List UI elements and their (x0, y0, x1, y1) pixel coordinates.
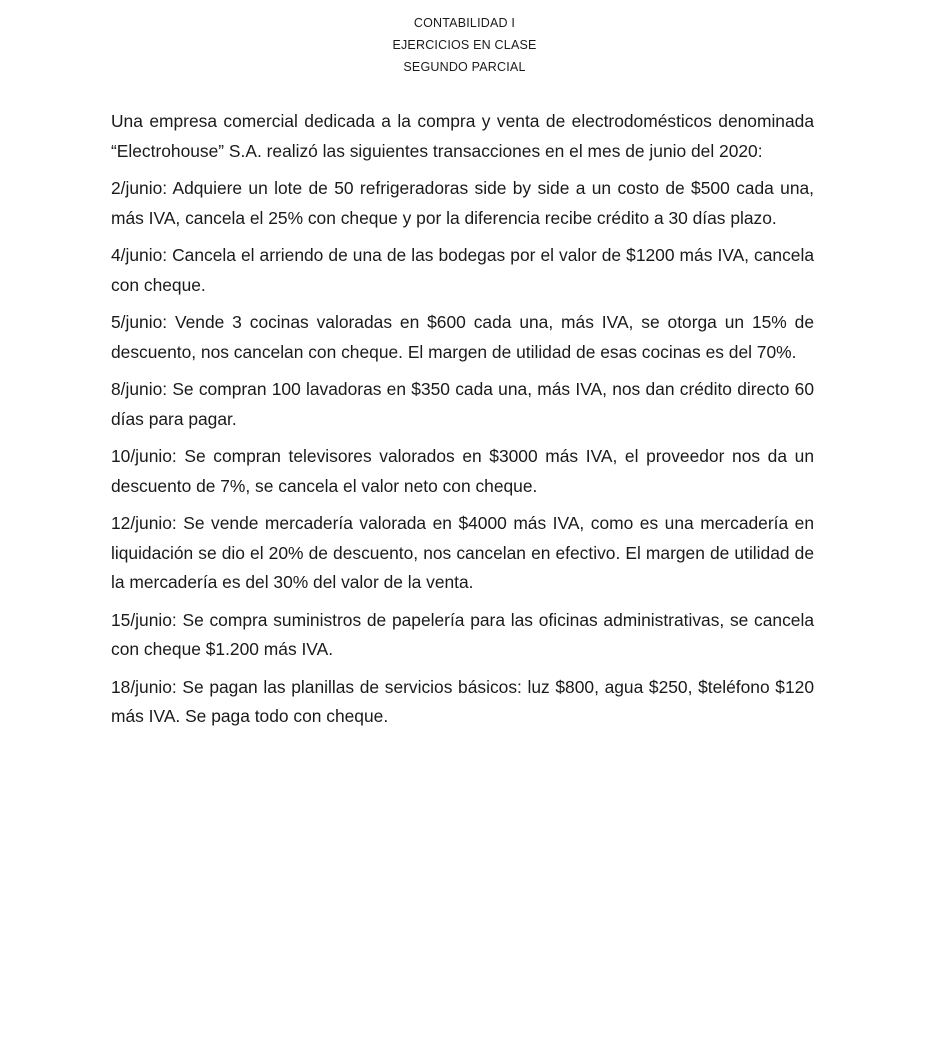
document-header (0, 12, 929, 78)
intro-paragraph: Una empresa comercial dedicada a la compra y venta de electrodomésticos denominada “Electrohouse” S.A. realizó las siguientes transacciones en el mes de junio del 2020: (111, 111, 814, 161)
transaction-june-4: 4/junio: Cancela el arriendo de una de las bodegas por el valor de $1200 más IVA, cancela con cheque. (111, 245, 814, 295)
transaction-june-18: 18/junio: Se pagan las planillas de servicios básicos: luz $800, agua $250, $teléfono $120 más IVA. Se paga todo con cheque. (111, 676, 814, 726)
term-subtitle: SEGUNDO PARCIAL (403, 60, 526, 74)
course-title: CONTABILIDAD I (413, 16, 516, 30)
exercise-subtitle: EJERCICIOS EN CLASE (392, 38, 537, 52)
transaction-june-10: 10/junio: Se compran televisores valorados en $3000 más IVA, el proveedor nos da un descuento de 7%, se cancela el valor neto con cheque. (111, 446, 814, 496)
transaction-june-15: 15/junio: Se compra suministros de papelería para las oficinas administrativas, se cancela con cheque $1.200 más IVA. (111, 609, 814, 659)
transaction-june-12: 12/junio: Se vende mercadería valorada en $4000 más IVA, como es una mercadería en liquidación se dio el 20% de descuento, nos cancelan en efectivo. El margen de utilidad de la mercadería es del 30% del valor de la venta. (111, 513, 814, 592)
transaction-june-5: 5/junio: Vende 3 cocinas valoradas en $600 cada una, más IVA, se otorga un 15% de descuento, nos cancelan con cheque. El margen de utilidad de esas cocinas es del 70%. (111, 312, 814, 362)
document-body (111, 107, 814, 740)
transaction-june-8: 8/junio: Se compran 100 lavadoras en $350 cada una, más IVA, nos dan crédito directo 60 días para pagar. (111, 379, 814, 429)
transaction-june-2: 2/junio: Adquiere un lote de 50 refrigeradoras side by side a un costo de $500 cada una, más IVA, cancela el 25% con cheque y por la diferencia recibe crédito a 30 días plazo. (111, 178, 814, 228)
